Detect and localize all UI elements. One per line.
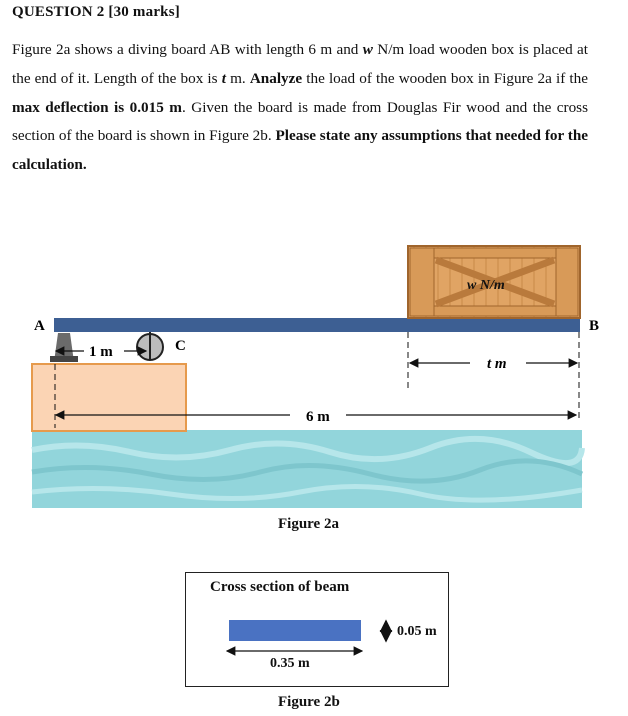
text-part: Figure 2a shows a diving board AB with length 6 m and: [12, 41, 363, 58]
water: [32, 430, 582, 508]
var-t: t: [221, 69, 226, 87]
cross-section-title: Cross section of beam: [210, 579, 350, 595]
label-b: B: [589, 318, 600, 334]
text-part: N/m load wooden box is placed at the end of it. Length of the box is: [12, 41, 589, 87]
diving-board-beam: [54, 318, 580, 332]
bold-max-deflection: max deflection is 0.015 m: [12, 98, 182, 116]
dim-6m: 6 m: [306, 409, 330, 425]
height-label: 0.05 m: [397, 624, 437, 639]
text-part: the load of the wooden box in Figure 2a if the: [302, 69, 588, 87]
bold-analyze: Analyze: [249, 69, 303, 87]
figure-2b-caption: Figure 2b: [278, 694, 340, 710]
text-part: m.: [225, 69, 250, 87]
figure-2a-caption: Figure 2a: [278, 516, 339, 532]
dim-tm: t m: [487, 356, 507, 372]
label-c: C: [175, 338, 186, 354]
roller-support-c: [137, 332, 163, 360]
question-heading: QUESTION 2 [30 marks]: [12, 4, 180, 20]
var-w: w: [362, 41, 373, 58]
text-part: . Given the board is made from Douglas Fir wood and the cross section of the board is shown in Figure 2b.: [12, 98, 588, 145]
dim-1m: 1 m: [89, 344, 113, 360]
width-label: 0.35 m: [270, 656, 310, 671]
box-load-label: w N/m: [467, 278, 505, 293]
label-a: A: [34, 318, 45, 334]
bold-assumptions: Please state any assumptions that needed for the calculation.: [12, 127, 589, 174]
pin-support-a: [50, 333, 78, 362]
